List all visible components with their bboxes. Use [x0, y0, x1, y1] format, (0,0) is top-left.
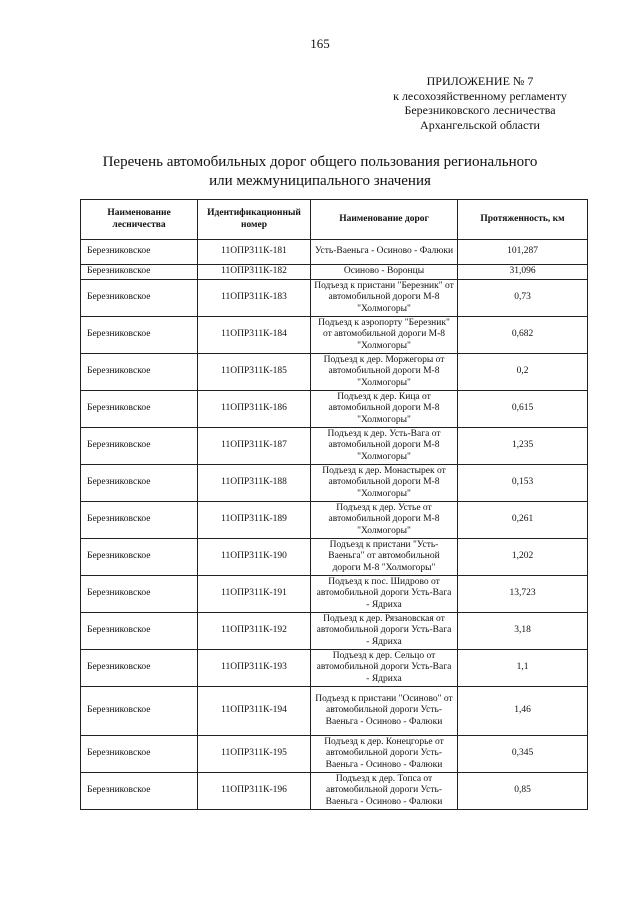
cell-length: 0,85 [458, 773, 588, 810]
cell-length: 101,287 [458, 240, 588, 265]
table-row [81, 280, 588, 317]
table-row [81, 539, 588, 576]
cell-id: 11ОПР311К-189 [198, 502, 311, 539]
table-row [81, 736, 588, 773]
cell-length: 3,18 [458, 613, 588, 650]
cell-forestry: Березниковское [81, 502, 198, 539]
appendix-line-3: Архангельской области [420, 117, 540, 132]
table-row [81, 428, 588, 465]
cell-road-name: Осиново - Воронцы [311, 265, 458, 280]
cell-forestry: Березниковское [81, 265, 198, 280]
cell-forestry: Березниковское [81, 317, 198, 354]
cell-road-name: Подъезд к дер. Устье от автомобильной дороги М-8 "Холмогоры" [311, 502, 458, 539]
cell-forestry: Березниковское [81, 687, 198, 736]
cell-length: 0,261 [458, 502, 588, 539]
table-row [81, 613, 588, 650]
cell-forestry: Березниковское [81, 613, 198, 650]
document-title [0, 153, 640, 191]
header-road-name: Наименование дорог [311, 200, 458, 240]
table-row [81, 354, 588, 391]
cell-road-name: Подъезд к дер. Сельцо от автомобильной дороги Усть-Вага - Ядриха [311, 650, 458, 687]
cell-id: 11ОПР311К-186 [198, 391, 311, 428]
cell-id: 11ОПР311К-196 [198, 773, 311, 810]
table-row [81, 650, 588, 687]
cell-id: 11ОПР311К-181 [198, 240, 311, 265]
cell-road-name: Подъезд к дер. Усть-Вага от автомобильной дороги М-8 "Холмогоры" [311, 428, 458, 465]
cell-road-name: Подъезд к пристани "Усть-Ваеньга" от автомобильной дороги М-8 "Холмогоры" [311, 539, 458, 576]
cell-forestry: Березниковское [81, 354, 198, 391]
cell-id: 11ОПР311К-193 [198, 650, 311, 687]
cell-forestry: Березниковское [81, 576, 198, 613]
cell-length: 1,1 [458, 650, 588, 687]
header-id: Идентификационный номер [198, 200, 311, 240]
cell-road-name: Усть-Ваеньга - Осиново - Фалюки [311, 240, 458, 265]
cell-road-name: Подъезд к пос. Шидрово от автомобильной дороги Усть-Вага - Ядриха [311, 576, 458, 613]
cell-length: 31,096 [458, 265, 588, 280]
cell-length: 1,46 [458, 687, 588, 736]
cell-length: 0,615 [458, 391, 588, 428]
cell-id: 11ОПР311К-183 [198, 280, 311, 317]
cell-length: 13,723 [458, 576, 588, 613]
cell-road-name: Подъезд к дер. Рязановская от автомобильной дороги Усть-Вага - Ядриха [311, 613, 458, 650]
cell-length: 0,153 [458, 465, 588, 502]
cell-length: 0,682 [458, 317, 588, 354]
cell-length: 0,2 [458, 354, 588, 391]
table-row [81, 576, 588, 613]
table-row [81, 317, 588, 354]
appendix-title: ПРИЛОЖЕНИЕ № 7 [426, 74, 534, 88]
cell-id: 11ОПР311К-184 [198, 317, 311, 354]
table-row [81, 391, 588, 428]
table-row [81, 687, 588, 736]
cell-forestry: Березниковское [81, 736, 198, 773]
cell-length: 1,202 [458, 539, 588, 576]
cell-id: 11ОПР311К-182 [198, 265, 311, 280]
table-row [81, 465, 588, 502]
cell-forestry: Березниковское [81, 465, 198, 502]
cell-road-name: Подъезд к дер. Конецгорье от автомобильной дороги Усть-Ваеньга - Осиново - Фалюки [311, 736, 458, 773]
document-title-line-1: Перечень автомобильных дорог общего пользования регионального [102, 154, 538, 170]
cell-road-name: Подъезд к дер. Монастырек от автомобильной дороги М-8 "Холмогоры" [311, 465, 458, 502]
cell-id: 11ОПР311К-192 [198, 613, 311, 650]
cell-road-name: Подъезд к пристани "Березник" от автомобильной дороги М-8 "Холмогоры" [311, 280, 458, 317]
cell-id: 11ОПР311К-195 [198, 736, 311, 773]
table-row [81, 502, 588, 539]
cell-forestry: Березниковское [81, 650, 198, 687]
cell-forestry: Березниковское [81, 280, 198, 317]
cell-length: 0,73 [458, 280, 588, 317]
cell-forestry: Березниковское [81, 428, 198, 465]
header-forestry: Наименование лесничества [81, 200, 198, 240]
document-title-line-2: или межмуниципального значения [209, 173, 431, 189]
table-row [81, 240, 588, 265]
roads-table [80, 199, 588, 810]
table-header-row [81, 200, 588, 240]
cell-road-name: Подъезд к дер. Кица от автомобильной дороги М-8 "Холмогоры" [311, 391, 458, 428]
header-length: Протяженность, км [458, 200, 588, 240]
cell-length: 0,345 [458, 736, 588, 773]
table-row [81, 773, 588, 810]
cell-id: 11ОПР311К-185 [198, 354, 311, 391]
appendix-header [360, 74, 600, 132]
appendix-line-2: Березниковского лесничества [404, 103, 556, 117]
cell-forestry: Березниковское [81, 539, 198, 576]
cell-road-name: Подъезд к аэропорту "Березник" от автомобильной дороги М-8 "Холмогоры" [311, 317, 458, 354]
table-row [81, 265, 588, 280]
appendix-line-1: к лесохозяйственному регламенту [393, 88, 567, 103]
cell-id: 11ОПР311К-191 [198, 576, 311, 613]
cell-forestry: Березниковское [81, 240, 198, 265]
cell-length: 1,235 [458, 428, 588, 465]
cell-forestry: Березниковское [81, 391, 198, 428]
cell-id: 11ОПР311К-194 [198, 687, 311, 736]
cell-road-name: Подъезд к дер. Топса от автомобильной дороги Усть-Ваеньга - Осиново - Фалюки [311, 773, 458, 810]
table-body [81, 240, 588, 810]
cell-id: 11ОПР311К-187 [198, 428, 311, 465]
cell-forestry: Березниковское [81, 773, 198, 810]
cell-id: 11ОПР311К-188 [198, 465, 311, 502]
cell-id: 11ОПР311К-190 [198, 539, 311, 576]
page-number: 165 [310, 36, 330, 51]
cell-road-name: Подъезд к пристани "Осиново" от автомобильной дороги Усть-Ваеньга - Осиново - Фалюки [311, 687, 458, 736]
cell-road-name: Подъезд к дер. Моржегоры от автомобильной дороги М-8 "Холмогоры" [311, 354, 458, 391]
